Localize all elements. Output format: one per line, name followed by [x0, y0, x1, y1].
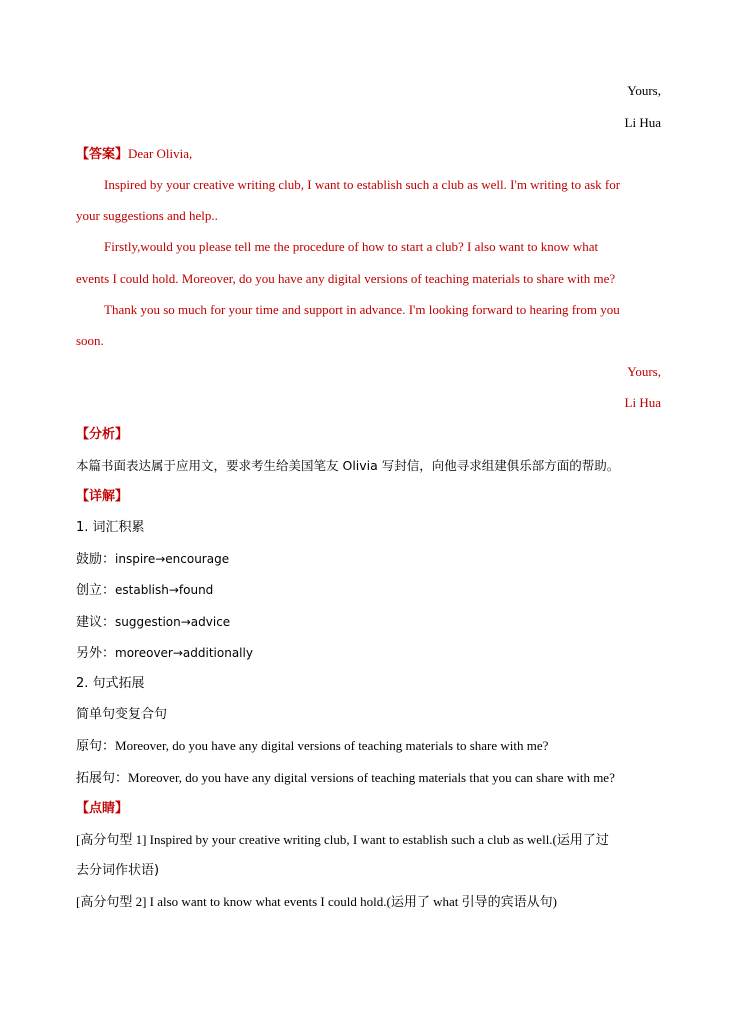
answer-paragraph-1-line-2: your suggestions and help..: [76, 208, 218, 223]
highlight-label: 【点睛】: [76, 801, 129, 816]
vocab-cn: 鼓励：: [76, 552, 116, 567]
answer-closing: Yours,: [627, 364, 661, 379]
analysis-text: 本篇书面表达属于应用文，要求考生给美国笔友 Olivia 写封信，向他寻求组建俱乐部方面的帮助。: [76, 458, 620, 473]
original-sentence: [76, 737, 548, 756]
vocab-en: establish→found: [115, 583, 214, 597]
original-label: 原句：: [76, 739, 116, 754]
answer-heading-line: [76, 145, 192, 164]
top-signature-name: Li Hua: [624, 115, 661, 130]
expanded-text: Moreover, do you have any digital versions of teaching materials that you can share with me?: [128, 770, 615, 785]
vocab-cn: 另外：: [76, 646, 116, 661]
highlight-item-1-line-1: [高分句型 1] Inspired by your creative writing club, I want to establish such a club as well.(运用了过: [76, 832, 609, 847]
vocab-en: moreover→additionally: [115, 646, 253, 660]
vocab-item: [76, 613, 230, 632]
section-2-subtitle: 简单句变复合句: [76, 707, 168, 722]
answer-paragraph-1-line-1: Inspired by your creative writing club, I want to establish such a club as well. I'm writing to ask for: [104, 177, 621, 192]
answer-paragraph-3-line-2: soon.: [76, 333, 104, 348]
answer-paragraph-3-line-1: Thank you so much for your time and support in advance. I'm looking forward to hearing from you: [104, 302, 620, 317]
vocab-en: inspire→encourage: [115, 552, 230, 566]
detail-label: 【详解】: [76, 489, 129, 504]
vocab-item: [76, 644, 253, 663]
answer-paragraph-2-line-2: events I could hold. Moreover, do you have any digital versions of teaching materials to share with me?: [76, 271, 616, 286]
vocab-cn: 建议：: [76, 615, 116, 630]
vocab-item: [76, 581, 213, 600]
expanded-sentence: [76, 769, 615, 788]
original-text: Moreover, do you have any digital versions of teaching materials to share with me?: [115, 738, 549, 753]
answer-salutation: Dear Olivia,: [128, 146, 193, 161]
vocab-en: suggestion→advice: [115, 615, 231, 629]
answer-signature-name: Li Hua: [624, 395, 661, 410]
answer-label: 【答案】: [76, 147, 129, 162]
section-2-title: 2. 句式拓展: [76, 676, 145, 691]
top-closing: Yours,: [627, 83, 661, 98]
highlight-item-1-line-2: 去分词作状语): [76, 863, 160, 878]
answer-paragraph-2-line-1: Firstly,would you please tell me the procedure of how to start a club? I also want to know what: [104, 239, 599, 254]
highlight-item-2: [高分句型 2] I also want to know what events I could hold.(运用了 what 引导的宾语从句): [76, 894, 557, 909]
vocab-cn: 创立：: [76, 583, 116, 598]
analysis-label: 【分析】: [76, 427, 129, 442]
vocab-item: [76, 550, 229, 569]
expanded-label: 拓展句：: [76, 771, 129, 786]
section-1-title: 1. 词汇积累: [76, 520, 145, 535]
